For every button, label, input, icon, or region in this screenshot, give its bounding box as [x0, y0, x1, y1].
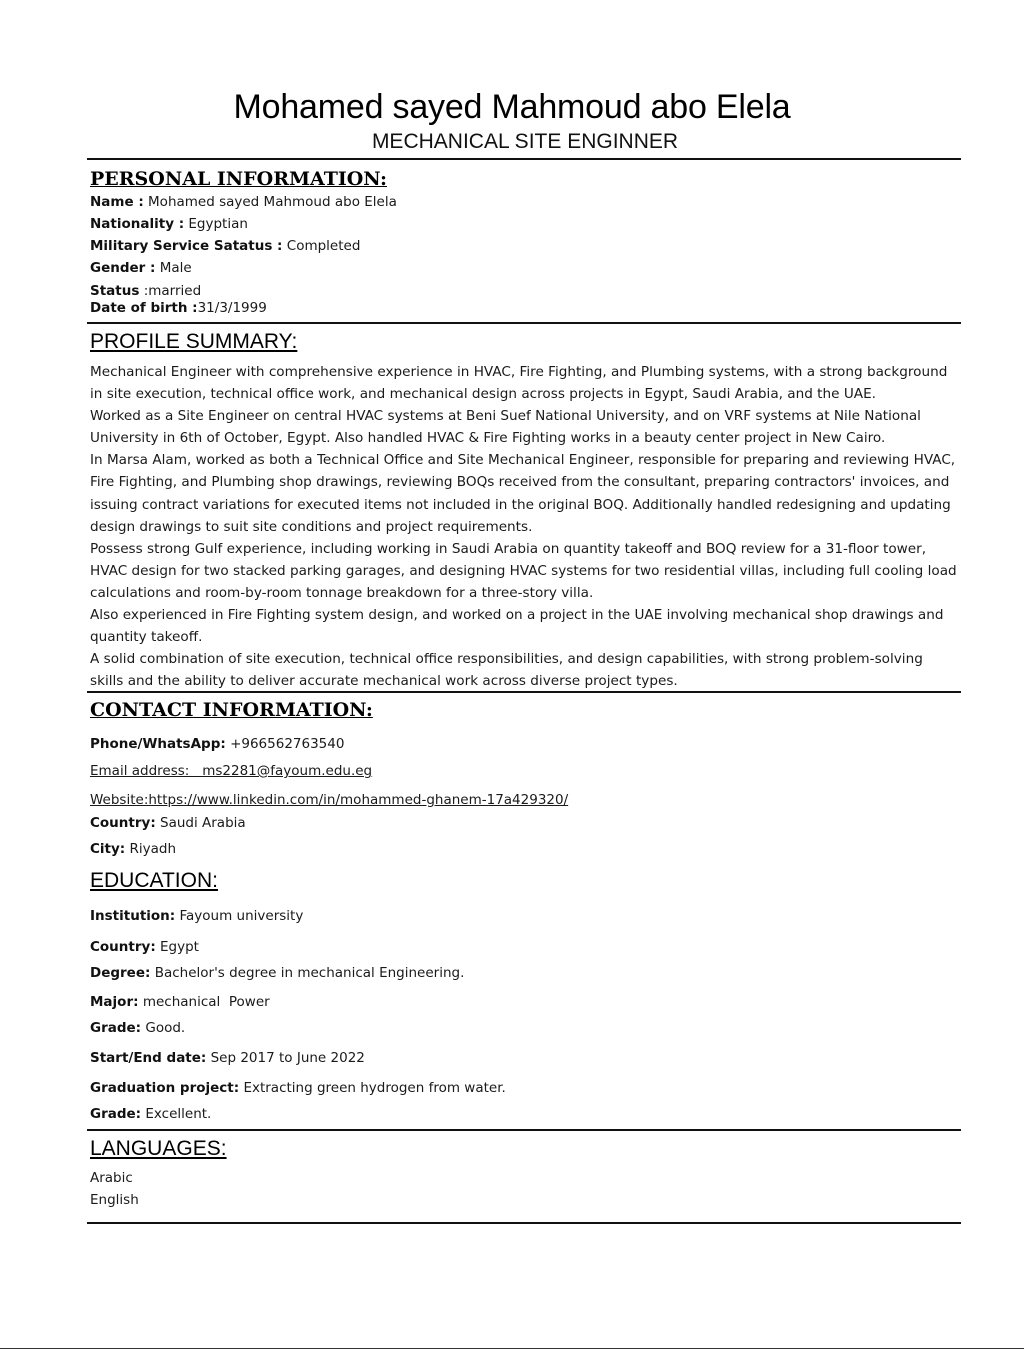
phone-label: Phone/WhatsApp: — [90, 736, 226, 752]
profile-summary — [90, 361, 960, 692]
dates-label: Start/End date: — [90, 1050, 207, 1066]
city-label: City: — [90, 841, 126, 857]
military-value: Completed — [286, 238, 361, 254]
nationality-row — [90, 216, 248, 232]
personal-info-heading: PERSONAL INFORMATION: — [90, 168, 388, 190]
status-value: :married — [143, 283, 202, 299]
nationality-label: Nationality : — [90, 216, 185, 232]
city-row — [90, 841, 176, 857]
nationality-value: Egyptian — [188, 216, 248, 232]
summary-paragraph: Worked as a Site Engineer on central HVAC systems at Beni Suef National University, and on VRF systems at Nile National University in 6th of October, Egypt. Also handled HVAC & Fire Fighting works in a beauty center project in New Cairo. — [90, 408, 921, 447]
candidate-name: Mohamed sayed Mahmoud abo Elela — [233, 88, 791, 126]
project-grade-value: Excellent. — [145, 1106, 212, 1122]
language-item: Arabic — [90, 1170, 133, 1186]
institution-label: Institution: — [90, 908, 176, 924]
divider — [87, 158, 961, 160]
status-row — [90, 283, 201, 299]
dates-value: Sep 2017 to June 2022 — [210, 1050, 365, 1066]
divider — [87, 322, 961, 324]
summary-paragraph: A solid combination of site execution, technical office responsibilities, and design capabilities, with strong problem-solving skills and the ability to deliver accurate mechanical work across diverse project types. — [90, 651, 923, 690]
degree-value: Bachelor's degree in mechanical Engineering. — [154, 965, 465, 981]
gender-label: Gender : — [90, 260, 156, 276]
grade-value: Good. — [145, 1020, 186, 1036]
country-value: Saudi Arabia — [160, 815, 246, 831]
name-value: Mohamed sayed Mahmoud abo Elela — [148, 194, 397, 210]
contact-info-heading: CONTACT INFORMATION: — [90, 699, 373, 721]
major-value: mechanical Power — [142, 994, 270, 1010]
dob-value: 31/3/1999 — [197, 300, 267, 316]
page-edge-line — [0, 1348, 1024, 1349]
edu-country-value: Egypt — [160, 939, 199, 955]
divider — [87, 1129, 961, 1131]
institution-value: Fayoum university — [179, 908, 304, 924]
gender-value: Male — [159, 260, 192, 276]
summary-paragraph: Possess strong Gulf experience, including working in Saudi Arabia on quantity takeoff and BOQ review for a 31-floor tower, HVAC design for two stacked parking garages, and designing HVAC systems for two residential villas, including full cooling load calculations and room-by-room tonnage breakdown for a three-story villa. — [90, 540, 957, 601]
job-title: MECHANICAL SITE ENGINNER — [371, 130, 679, 153]
name-label: Name : — [90, 194, 144, 210]
degree-row — [90, 965, 464, 981]
grade-label: Grade: — [90, 1020, 142, 1036]
project-grade-row — [90, 1106, 211, 1122]
project-value: Extracting green hydrogen from water. — [243, 1080, 506, 1096]
grade-row — [90, 1020, 185, 1036]
major-label: Major: — [90, 994, 139, 1010]
gender-row — [90, 260, 192, 276]
divider — [87, 1222, 961, 1224]
status-label: Status — [90, 283, 140, 299]
dob-label: Date of birth : — [90, 300, 198, 316]
edu-country-row — [90, 939, 199, 955]
project-label: Graduation project: — [90, 1080, 240, 1096]
website-link[interactable]: Website:https://www.linkedin.com/in/mohammed-ghanem-17a429320/ — [90, 792, 569, 808]
project-grade-label: Grade: — [90, 1106, 142, 1122]
education-heading: EDUCATION: — [90, 869, 218, 892]
profile-summary-heading: PROFILE SUMMARY: — [90, 330, 298, 353]
phone-value: +966562763540 — [230, 736, 345, 752]
divider — [87, 691, 961, 693]
phone-row — [90, 736, 344, 752]
country-label: Country: — [90, 815, 156, 831]
country-row — [90, 815, 246, 831]
institution-row — [90, 908, 303, 924]
military-label: Military Service Satatus : — [90, 238, 283, 254]
languages-heading: LANGUAGES: — [90, 1137, 227, 1160]
summary-paragraph: In Marsa Alam, worked as both a Technical Office and Site Mechanical Engineer, responsible for preparing and reviewing HVAC, Fire Fighting, and Plumbing shop drawings, reviewing BOQs received from the consultant, preparing contractors' invoices, and issuing contract variations for executed items not included in the original BOQ. Additionally handled redesigning and updating design drawings to suit site conditions and project requirements. — [90, 452, 956, 535]
language-item: English — [90, 1192, 139, 1208]
personal-name-row — [90, 194, 397, 210]
email-link[interactable]: Email address: ms2281@fayoum.edu.eg — [90, 763, 373, 779]
summary-paragraph: Mechanical Engineer with comprehensive experience in HVAC, Fire Fighting, and Plumbing systems, with a strong background in site execution, technical office work, and mechanical design across projects in Egypt, Saudi Arabia, and the UAE. — [90, 364, 948, 403]
dob-row — [90, 300, 267, 316]
city-value: Riyadh — [129, 841, 177, 857]
military-row — [90, 238, 360, 254]
edu-country-label: Country: — [90, 939, 156, 955]
graduation-project-row — [90, 1080, 506, 1096]
dates-row — [90, 1050, 365, 1066]
major-row — [90, 994, 270, 1010]
degree-label: Degree: — [90, 965, 151, 981]
summary-paragraph: Also experienced in Fire Fighting system design, and worked on a project in the UAE involving mechanical shop drawings and quantity takeoff. — [90, 607, 944, 646]
